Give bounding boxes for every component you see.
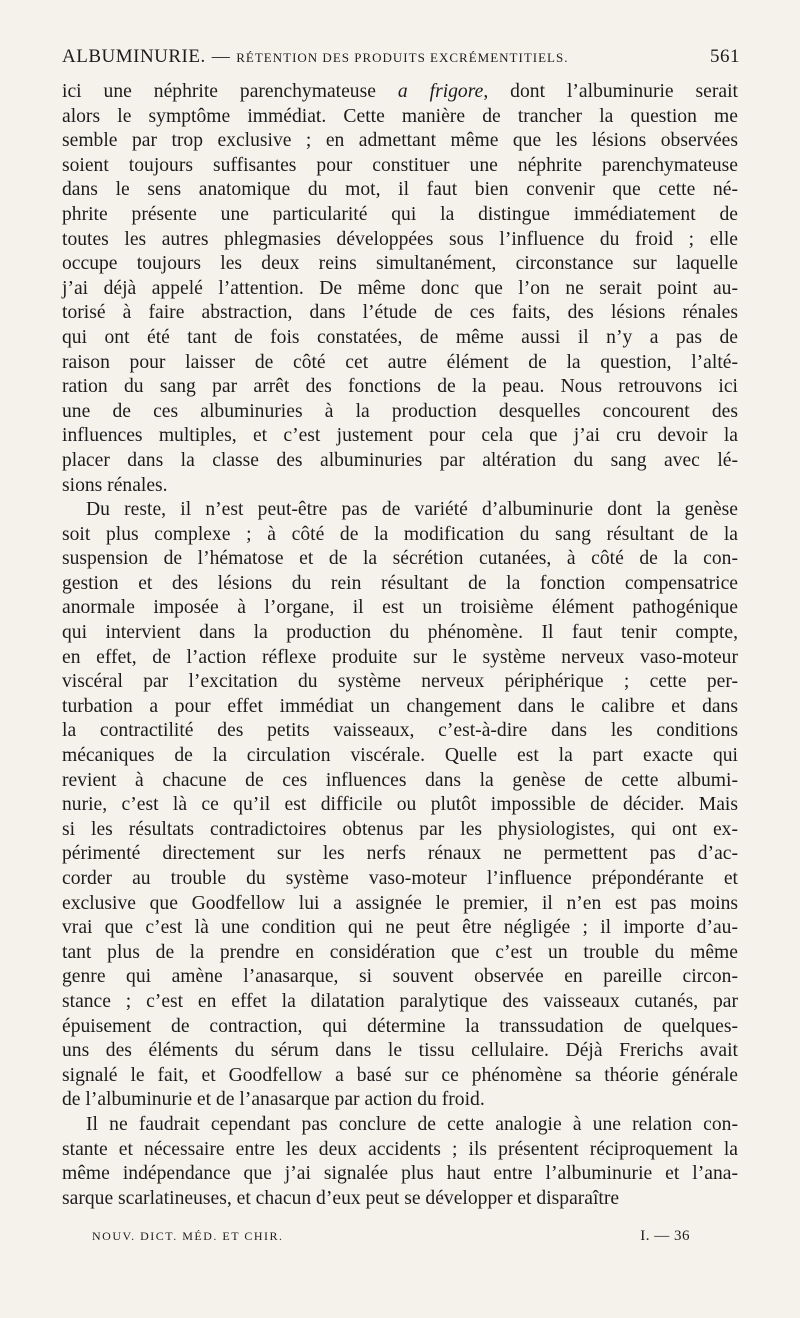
text-line: ration du sang par arrêt des fonctions de la peau. Nous retrouvons ici <box>62 376 738 398</box>
text-line: qui intervient dans la production du phénomène. Il faut tenir compte, <box>62 622 738 644</box>
paragraph <box>62 80 738 498</box>
text-line: suspension de l’hématose et de la sécrétion cutanées, à côté de la con- <box>62 548 738 570</box>
text-line: soit plus complexe ; à côté de la modification du sang résultant de la <box>62 523 738 545</box>
text-line: j’ai déjà appelé l’attention. De même donc que l’on ne serait point au- <box>62 277 738 299</box>
text-line: ici une néphrite parenchymateuse a frigore, dont l’albuminurie serait <box>62 81 738 102</box>
text-line: qui ont été tant de fois constatées, de même aussi il n’y a pas de <box>62 326 738 348</box>
text-line: Du reste, il n’est peut-être pas de variété d’albuminurie dont la genèse <box>86 499 738 521</box>
body-text <box>62 80 738 1211</box>
text-line: stance ; c’est en effet la dilatation paralytique des vaisseaux cutanés, par <box>62 990 738 1012</box>
text-line: en effet, de l’action réflexe produite sur le système nerveux vaso-moteur <box>62 646 738 668</box>
text-line: uns des éléments du sérum dans le tissu cellulaire. Déjà Frerichs avait <box>62 1040 738 1062</box>
text-line: Il ne faudrait cependant pas conclure de cette analogie à une relation con- <box>86 1113 738 1135</box>
text-line: la contractilité des petits vaisseaux, c’est-à-dire dans les conditions <box>62 720 738 742</box>
text-line: de l’albuminurie et de l’anasarque par action du froid. <box>62 1089 485 1111</box>
running-head-subtitle: RÉTENTION DES PRODUITS EXCRÉMENTITIELS. <box>236 50 569 65</box>
text-line: viscéral par l’excitation du système nerveux périphérique ; cette per- <box>62 671 738 693</box>
text-line: toutes les autres phlegmasies développées sous l’influence du froid ; elle <box>62 228 738 250</box>
text-line: stante et nécessaire entre les deux accidents ; ils présentent réciproquement la <box>62 1138 738 1160</box>
text-line: occupe toujours les deux reins simultanément, circonstance sur laquelle <box>62 253 738 275</box>
text-line: influences multiples, et c’est justement pour cela que j’ai cru devoir la <box>62 425 738 447</box>
text-line: sions rénales. <box>62 474 168 496</box>
text-line: même indépendance que j’ai signalée plus haut entre l’albuminurie et l’ana- <box>62 1163 738 1185</box>
text-line: signalé le fait, et Goodfellow a basé sur ce phénomène sa théorie générale <box>62 1064 738 1086</box>
running-head-title: ALBUMINURIE. <box>62 46 206 67</box>
text-line: torisé à faire abstraction, dans l’étude de ces faits, des lésions rénales <box>62 302 738 324</box>
running-head-dash: — <box>211 46 231 66</box>
paragraph <box>62 1113 738 1211</box>
text-line: placer dans la classe des albuminuries par altération du sang avec lé- <box>62 449 738 471</box>
text-line: nurie, c’est là ce qu’il est difficile ou plutôt impossible de décider. Mais <box>62 794 738 816</box>
text-line: mécaniques de la circulation viscérale. Quelle est la part exacte qui <box>62 745 738 767</box>
text-line: corder au trouble du système vaso-moteur l’influence prépondérante et <box>62 868 738 889</box>
text-line: si les résultats contradictoires obtenus par les physiologistes, qui ont ex- <box>62 818 738 840</box>
text-line: phrite présente une particularité qui la distingue immédiatement de <box>62 203 738 225</box>
text-line: gestion et des lésions du rein résultant de la fonction compensatrice <box>62 572 738 594</box>
text-line: épuisement de contraction, qui détermine la transsudation de quelques- <box>62 1015 738 1037</box>
running-head <box>62 46 740 76</box>
text-line: soient toujours suffisantes pour constituer une néphrite parenchymateuse <box>62 154 738 176</box>
page-number: 561 <box>710 46 740 67</box>
text-line: genre qui amène l’anasarque, si souvent observée en pareille circon- <box>62 966 738 988</box>
text-line: anormale imposée à l’organe, il est un troisième élément pathogénique <box>62 597 738 619</box>
text-line: raison pour laisser de côté cet autre élément de la question, l’alté- <box>62 351 738 373</box>
text-line: périmenté directement sur les nerfs rénaux ne permettent pas d’ac- <box>62 843 738 865</box>
text-line: tant plus de la prendre en considération que c’est un trouble du même <box>62 941 738 963</box>
text-line: alors le symptôme immédiat. Cette manière de trancher la question me <box>62 105 738 127</box>
text-line: dans le sens anatomique du mot, il faut bien convenir que cette né- <box>62 179 738 201</box>
text-line: revient à chacune de ces influences dans la genèse de cette albumi- <box>62 769 738 791</box>
page-footer <box>92 1228 740 1250</box>
footer-signature: NOUV. DICT. MÉD. ET CHIR. <box>92 1229 284 1243</box>
text-line: turbation a pour effet immédiat un changement dans le calibre et dans <box>62 695 738 717</box>
text-line: vrai que c’est là une condition qui ne peut être négligée ; il importe d’au- <box>62 917 738 939</box>
text-line: une de ces albuminuries à la production desquelles concourent des <box>62 400 738 422</box>
text-line: exclusive que Goodfellow lui a assignée le premier, il n’en est pas moins <box>62 892 738 914</box>
text-line: semble par trop exclusive ; en admettant même que les lésions observées <box>62 130 738 152</box>
footer-volume-sheet: I. — 36 <box>640 1228 690 1244</box>
paragraph <box>62 498 738 1113</box>
text-line: sarque scarlatineuses, et chacun d’eux peut se développer et disparaître <box>62 1187 620 1209</box>
